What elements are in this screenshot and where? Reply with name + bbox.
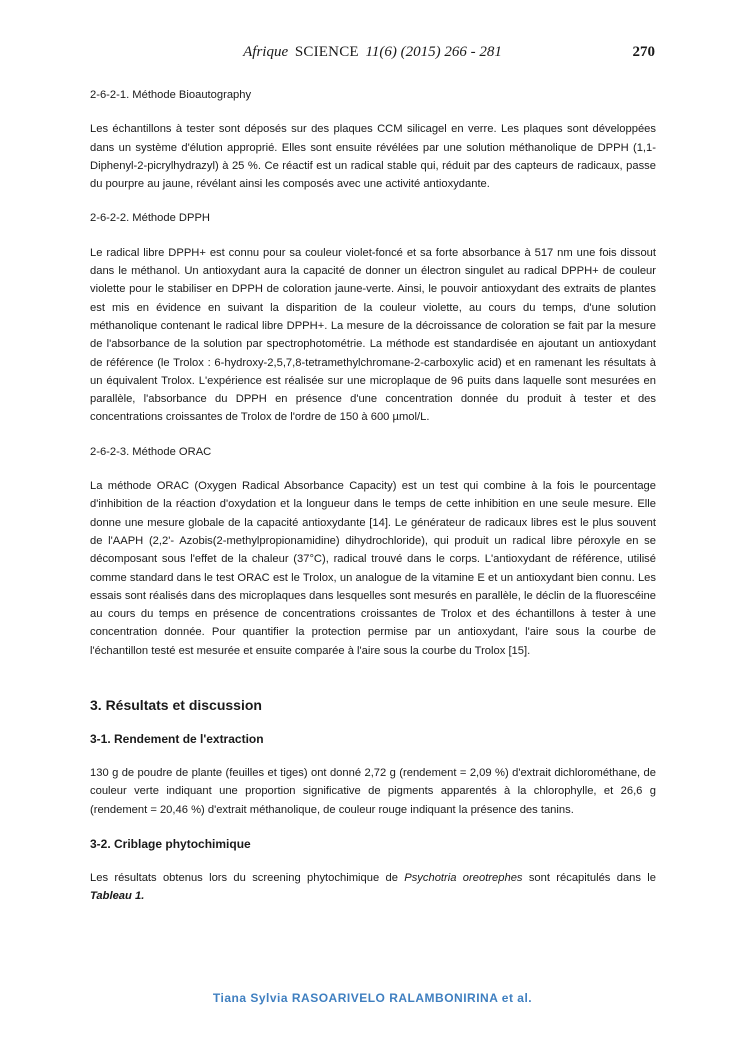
paragraph-dpph: Le radical libre DPPH+ est connu pour sa couleur violet-foncé et sa forte absorbance à 517 nm une fois dissout dans le méthanol. Un antioxydant aura la capacité de donner un électron singulet au radical DPPH+ de couleur violette pour le stabiliser en DPPH de coloration jaune-verte. Ainsi, le pouvoir antioxydant des extraits de plantes est mis en évidence en suivant la disparition de la couleur violette, au cours du temps, d'une solution méthanolique contenant le radical libre DPPH+. La mesure de la décroissance de coloration se fait par la mesure de l'absorbance de la solution par spectrophotométrie. La méthode est standardisée en ajoutant un antioxydant de référence (le Trolox : 6-hydroxy-2,5,7,8-tetramethylchromane-2-carboxylic acid) et en ramenant les résultats à un équivalent Trolox. L'expérience est réalisée sur une microplaque de 96 puits dans laquelle sont mesurées en parallèle, l'absorbance du DPPH en présence d'une concentration donnée du produit à tester et des concentrations croissantes de Trolox de l'ordre de 150 à 600 µmol/L. <box>90 246 656 424</box>
journal-reference: 11(6) (2015) 266 - 281 <box>365 44 502 60</box>
page-header <box>0 44 745 66</box>
page-number: 270 <box>632 44 655 60</box>
heading-results: 3. Résultats et discussion <box>90 697 262 714</box>
section-title-orac: 2-6-2-3. Méthode ORAC <box>90 445 212 458</box>
table-reference-link: Tableau 1. <box>90 890 145 903</box>
footer-authors: Tiana Sylvia RASOARIVELO RALAMBONIRINA et al. <box>212 991 533 1005</box>
section-title-dpph: 2-6-2-2. Méthode DPPH <box>90 212 211 225</box>
journal-science: SCIENCE <box>294 44 359 60</box>
heading-criblage: 3-2. Criblage phytochimique <box>90 836 251 851</box>
paragraph-criblage <box>90 869 656 906</box>
paragraph-rendement: 130 g de poudre de plante (feuilles et tiges) ont donné 2,72 g (rendement = 2,09 %) d'extrait dichlorométhane, de couleur verte indiquant une proportion significative de pigments apparentés à la chlorophylle, et 26,6 g (rendement = 20,46 %) d'extrait méthanolique, de couleur rouge indiquant la présence des tanins. <box>90 767 656 816</box>
journal-name: Afrique <box>243 44 289 60</box>
species-name: Psychotria oreotrephes <box>404 871 523 884</box>
heading-rendement: 3-1. Rendement de l'extraction <box>90 732 264 747</box>
criblage-text-mid: sont récapitulés dans le <box>522 871 657 884</box>
section-title-bioautography: 2-6-2-1. Méthode Bioautography <box>90 89 252 101</box>
criblage-text-start: Les résultats obtenus lors du screening phytochimique de <box>90 871 405 884</box>
paragraph-bioautography: Les échantillons à tester sont déposés sur des plaques CCM silicagel en verre. Les plaques sont développées dans un système d'élution approprié. Elles sont ensuite révélées par une solution méthanolique de DPPH (1,1-Diphenyl-2-picrylhydrazyl) à 25 %. Ce réactif est un radical stable qui, réduit par des capteurs de radicaux, passe du pourpre au jaune, révélant ainsi les composés avec une activité antioxydante. <box>90 123 656 191</box>
paragraph-orac: La méthode ORAC (Oxygen Radical Absorbance Capacity) est un test qui combine à la fois le pourcentage d'inhibition de la réaction d'oxydation et la longueur dans le temps de cette inhibition en une seule mesure. Elle donne une mesure globale de la capacité antioxydante [14]. Le générateur de radicaux libres est le plus souvent de l'AAPH (2,2'- Azobis(2-methylpropionamidine) dihydrochloride), qui produit un radical libre péroxyle en se décomposant sous l'effet de la chaleur (37°C), radical trouvé dans le corps. L'antioxydant de référence, utilisé comme standard dans le test ORAC est le Trolox, un analogue de la vitamine E et un antioxydant bien connu. Les essais sont réalisés dans des microplaques dans lesquelles sont mesurés en parallèle, le déclin de la fluorescéine au cours du temps en présence de concentrations croissantes de Trolox et des échantillons à tester à une concentration donnée. Pour quantifier la protection permise par un antioxydant, l'aire sous la courbe de l'échantillon testé est mesurée et ensuite comparée à l'aire sous la courbe du Trolox [15]. <box>90 480 656 657</box>
page-content <box>90 86 656 922</box>
